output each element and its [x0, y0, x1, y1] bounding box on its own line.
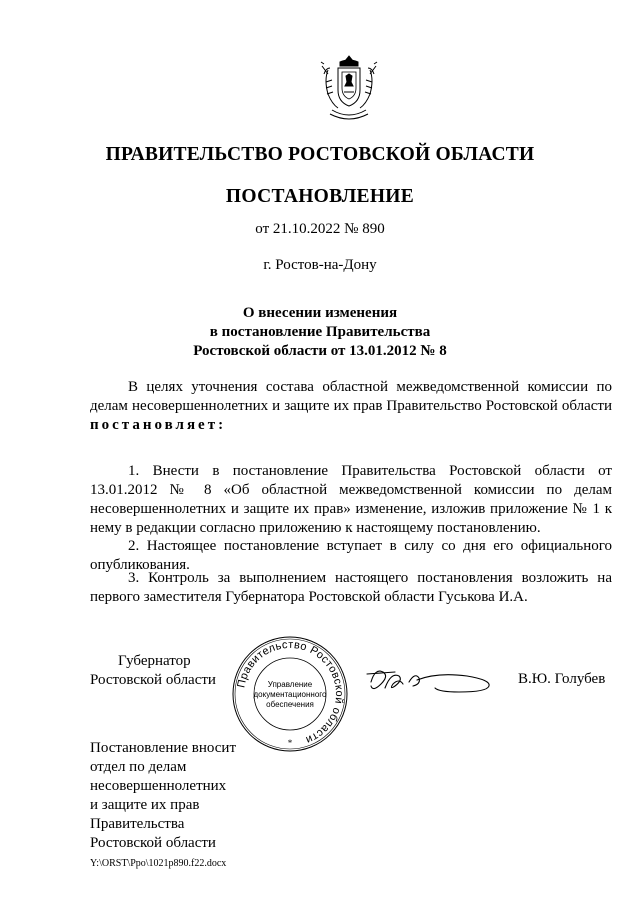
prepared-line-1: Постановление вносит — [90, 740, 237, 756]
stamp-inner-line-2: документационного — [253, 690, 327, 699]
stamp-inner-line-3: обеспечения — [266, 700, 314, 709]
file-path-footer: Y:\ORST\Ppo\1021p890.f22.docx — [90, 858, 227, 869]
document-subject — [0, 304, 640, 361]
preamble-text: В целях уточнения состава областной межведомственной комиссии по делам несовершеннолетних и защите их прав Правительство Ростовской области — [90, 379, 612, 414]
svg-text:*: * — [287, 738, 293, 748]
official-stamp — [230, 634, 350, 754]
coat-of-arms-emblem — [318, 52, 380, 124]
preamble-paragraph — [90, 378, 612, 435]
position-line-1: Губернатор — [118, 653, 191, 669]
item-2-paragraph: 2. Настоящее постановление вступает в силу со дня его официального опубликования. — [90, 538, 612, 573]
city-line: г. Ростов-на-Дону — [263, 257, 377, 273]
prepared-line-4: и защите их прав — [90, 797, 200, 813]
stamp-ring-text: Правительство Ростовской области — [235, 638, 346, 746]
item-3-paragraph: 3. Контроль за выполнением настоящего постановления возложить на первого заместителя Губернатора Ростовской области Гуськова И.А. — [90, 570, 612, 605]
decree-word: постановляет: — [90, 417, 227, 433]
position-line-2: Ростовской области — [90, 672, 216, 688]
prepared-line-6: Ростовской области — [90, 835, 216, 851]
stamp-inner-line-1: Управление — [267, 680, 313, 689]
government-heading: ПРАВИТЕЛЬСТВО РОСТОВСКОЙ ОБЛАСТИ — [105, 144, 535, 165]
signer-name: В.Ю. Голубев — [518, 671, 606, 687]
subject-line-1: О внесении изменения — [242, 305, 398, 321]
prepared-line-3: несовершеннолетних — [90, 778, 227, 794]
subject-line-2: в постановление Правительства — [209, 324, 431, 340]
signatory-position — [90, 652, 216, 690]
prepared-by-block — [90, 739, 236, 853]
subject-line-3: Ростовской области от 13.01.2012 № 8 — [193, 343, 447, 359]
date-number-line: от 21.10.2022 № 890 — [255, 221, 385, 237]
prepared-line-2: отдел по делам — [90, 759, 187, 775]
handwritten-signature — [365, 660, 495, 700]
prepared-line-5: Правительства — [90, 816, 185, 832]
document-type-heading: ПОСТАНОВЛЕНИЕ — [225, 186, 415, 207]
item-1-paragraph: 1. Внести в постановление Правительства Ростовской области от 13.01.2012 № 8 «Об областной межведомственной комиссии по делам несовершеннолетних и защите их прав» изменение, изложив приложение № 1 к нему в редакции согласно приложению к настоящему постановлению. — [90, 463, 612, 536]
